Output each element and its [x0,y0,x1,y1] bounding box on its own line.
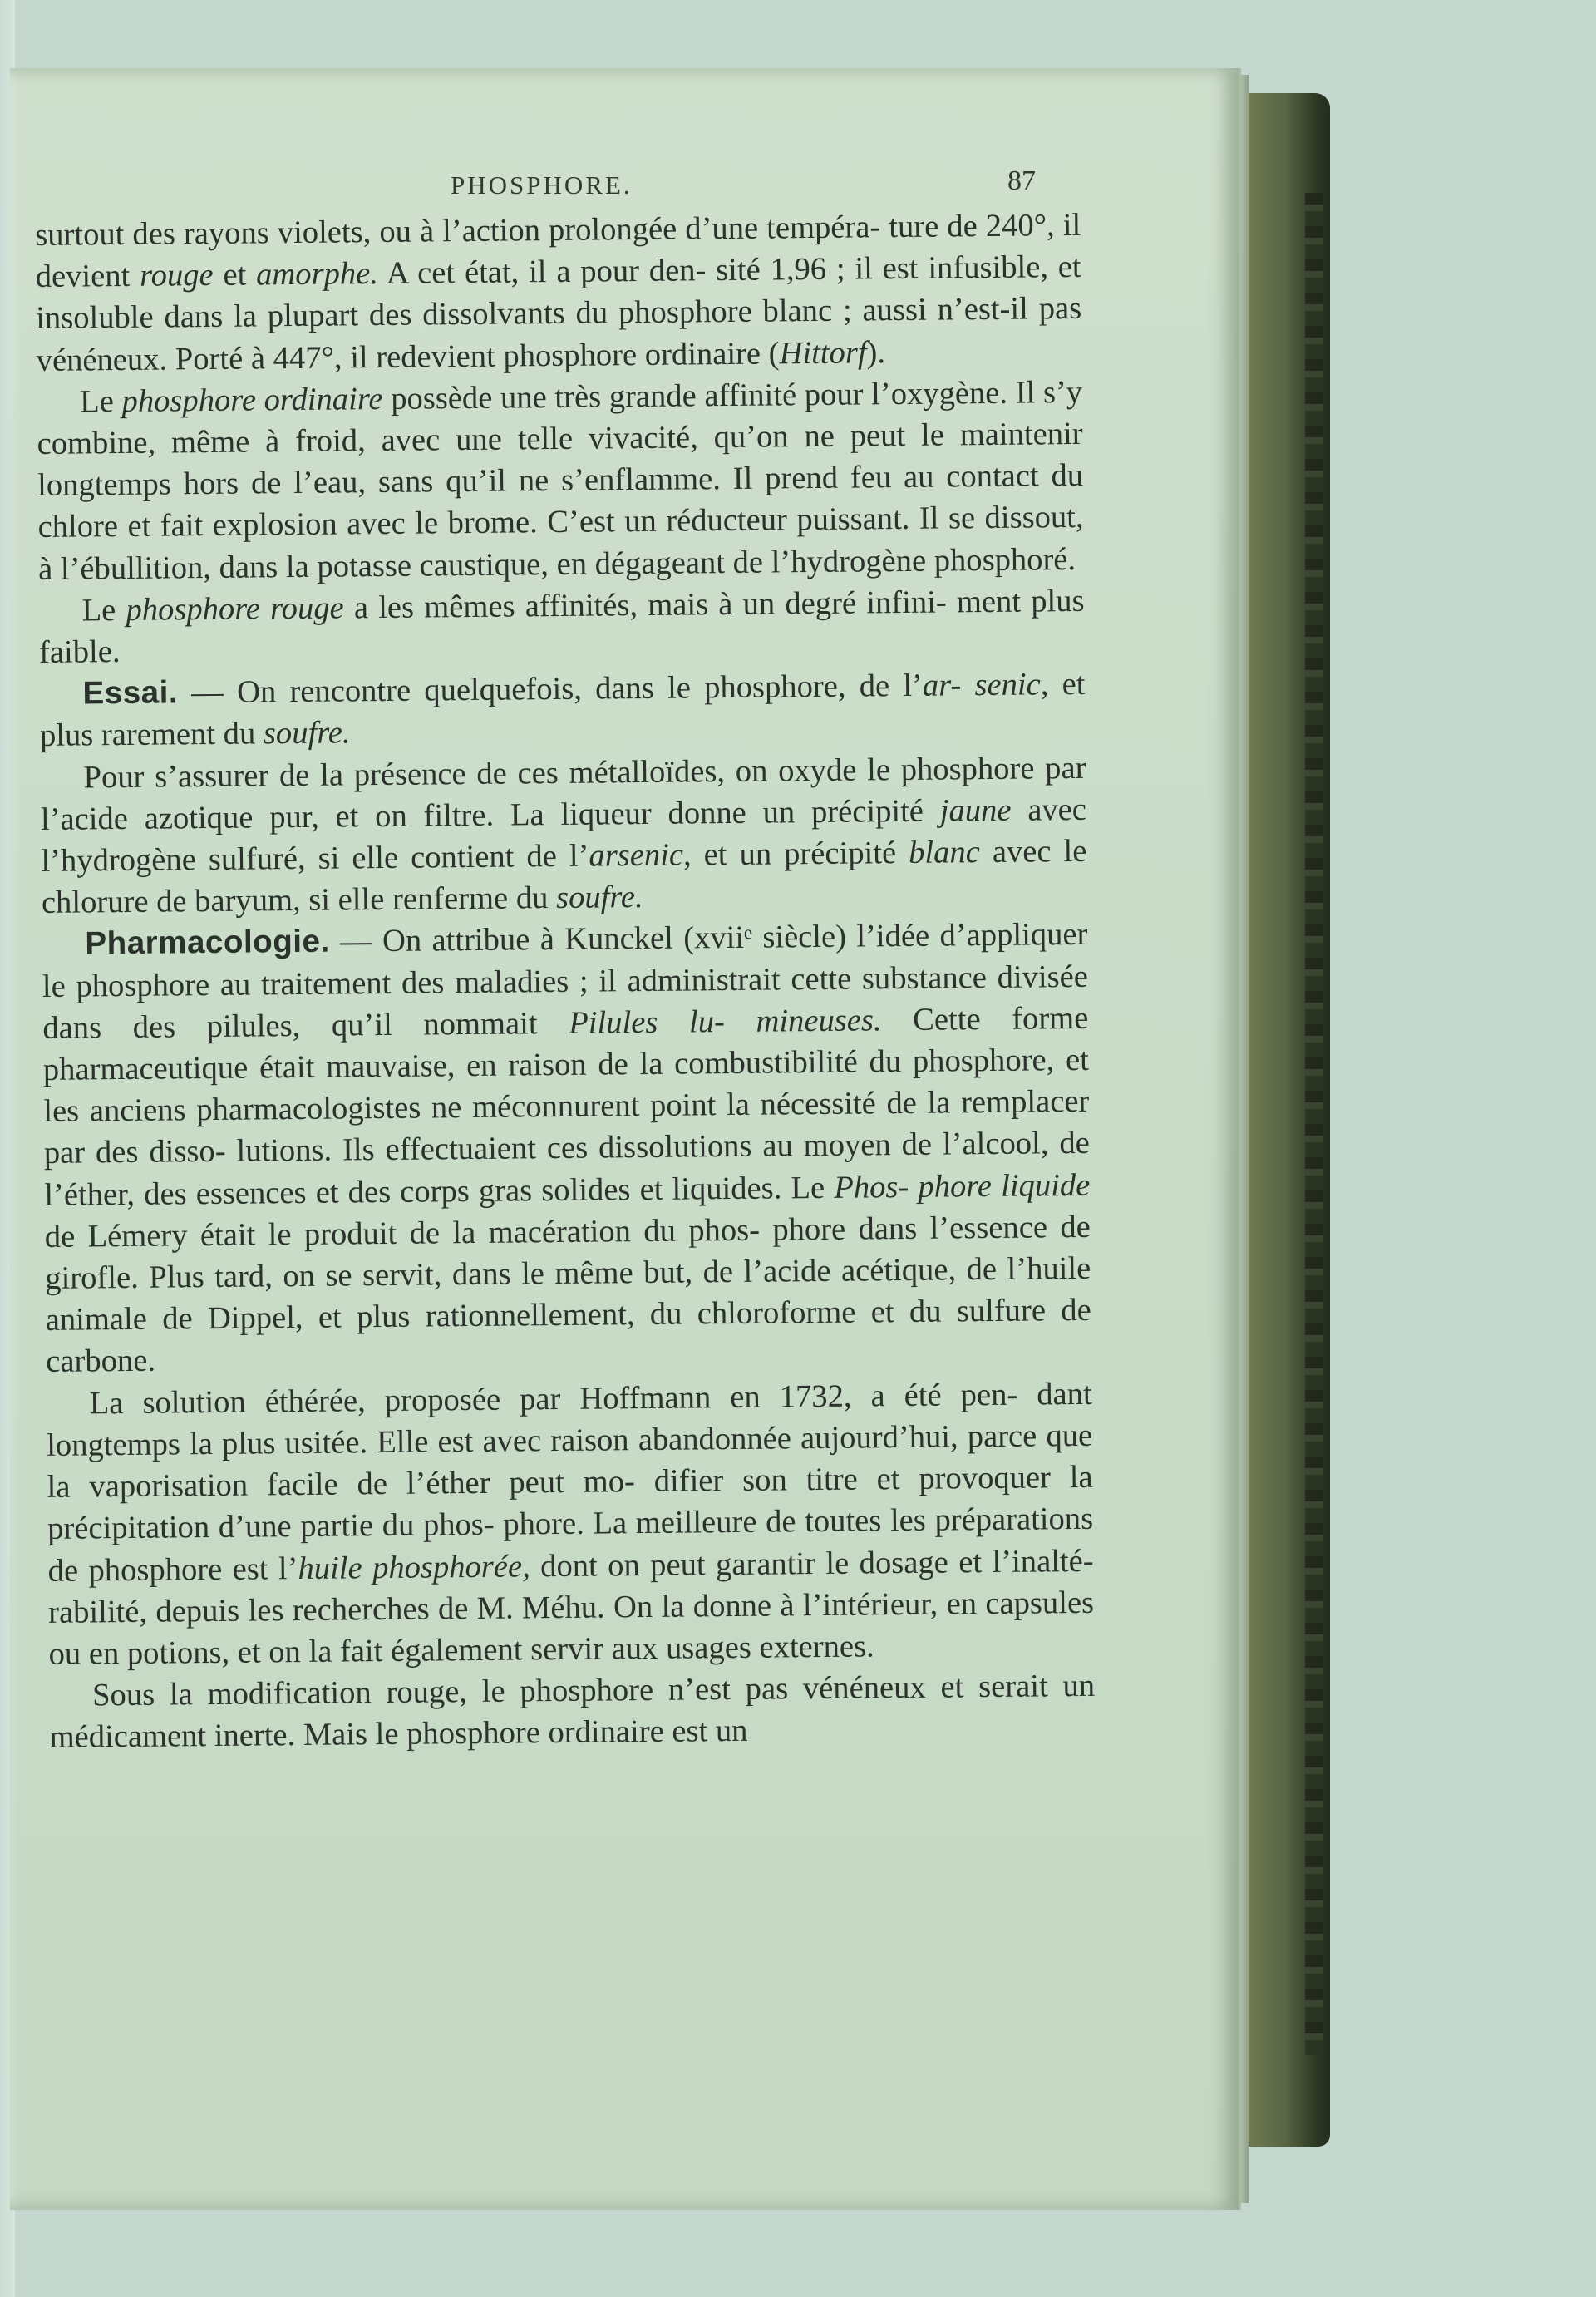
italic-text: blanc [908,835,981,870]
paragraph [39,663,1086,757]
body-text [35,205,1096,1759]
paragraph [42,914,1091,1383]
paragraph [38,580,1085,673]
paragraph [37,372,1084,590]
text-segment: avec le chlorure de baryum, si elle renferme du [41,833,1087,921]
italic-text: huile phosphorée, [298,1548,530,1586]
section-heading: Essai. [82,674,179,712]
page-number: 87 [1007,165,1036,196]
text-segment: a les mêmes affinités, mais à un degré infini- ment plus faible. [38,583,1085,671]
text-segment: Le [79,383,122,420]
text-segment: de Lémery était le produit de la macération du phos- phore dans l’essence de girofle. Plus tard, on se servit, dans le même but, de l’acide acétique, de l’huile animale de Dippel, et plus rationnellement, du chloroforme et du sulfure de carbone. [44,1209,1091,1380]
italic-text: phosphore rouge [126,590,344,628]
italic-text: Pilules lu- mineuses. [569,1003,882,1041]
italic-text: soufre. [263,715,351,752]
italic-text: phosphore ordinaire [121,381,383,419]
text-segment: A cet état, il a pour den- sité 1,96 ; il est infusible, et insoluble dans la plupart des dissolvants du phosphore blanc ; aussi n’est-il pas vénéneux. Porté à 447°, il redevient phosphore ordinaire ( [36,249,1082,378]
text-segment: — On attribue à Kunckel (xviiᵉ siècle) l’idée d’appliquer le phosphore au traitement des maladies ; il administrait cette substance divisée dans des pilules, qu’il nommait [42,917,1089,1046]
text-segment: dont on peut garantir le dosage et l’inalté- rabilité, depuis les recherches de M. Méhu. On la donne à l’intérieur, en capsules ou en potions, et on la fait également servir aux usages externes. [47,1543,1095,1672]
text-segment: et [213,257,257,293]
text-segment: — On rencontre quelquefois, dans le phosphore, de l’ [177,668,924,711]
running-title: PHOSPHORE. [451,170,633,200]
italic-text: amorphe. [255,256,379,293]
italic-text: Hittorf [779,335,867,372]
text-segment: possède une très grande affinité pour l’oxygène. Il s’y combine, même à froid, avec une telle vivacité, qu’on ne peut le maintenir longtemps hors de l’eau, sans qu’il ne s’enflamme. Il prend feu au contact du chlore et fait explosion avec le brome. C’est un réducteur puissant. Il se dissout, à l’ébullition, dans la potasse caustique, en dégageant de l’hydrogène phosphoré. [37,374,1084,587]
text-segment: Sous la modification rouge, le phosphore n’est pas vénéneux et serait un médicament inerte. Mais le phosphore ordinaire est un [49,1668,1096,1756]
text-segment: Pour s’assurer de la présence de ces métalloïdes, on oxyde le phosphore par l’acide azotique pur, et on filtre. La liqueur donne un précipité [40,750,1086,837]
paragraph [40,747,1087,924]
paragraph [46,1373,1094,1675]
italic-text: arsenic [589,837,684,874]
section-heading: Pharmacologie. [85,924,330,962]
text-segment: , et plus rarement du [39,667,1086,754]
text-segment: Cette forme pharmaceutique était mauvaise, en raison de la combustibilité du phosphore, et les anciens pharmacologistes ne méconnurent point la nécessité de la remplacer par des disso- lutions. Ils effectuaient ces dissolutions au moyen de l’alcool, de l’éther, des essences et des corps gras solides et liquides. Le [42,1000,1090,1213]
text-segment: , et un précipité [682,835,909,873]
italic-text: jaune [939,792,1012,829]
text-segment: surtout des rayons violets, ou à l’action prolongée d’une tempéra- ture de 240°, il devient [35,207,1081,295]
text-segment: La solution éthérée, proposée par Hoffmann en 1732, a été pen- dant longtemps la plus usitée. Elle est avec raison abandonnée aujourd’hui, parce que la vaporisation facile de l’éther peut mo- difier son titre et provoquer la précipitation d’une partie du phos- phore. La meilleure de toutes les préparations de phosphore est l’ [47,1376,1094,1589]
italic-text: Phos- phore liquide [834,1167,1091,1205]
italic-text: soufre. [555,880,643,916]
text-segment: Le [81,592,126,628]
text-segment: ). [866,334,886,371]
italic-text: ar- senic [922,667,1041,704]
italic-text: rouge [139,258,214,293]
paragraph [49,1665,1096,1758]
text-segment: avec l’hydrogène sulfuré, si elle contient de l’ [41,791,1087,880]
paragraph [35,205,1082,382]
